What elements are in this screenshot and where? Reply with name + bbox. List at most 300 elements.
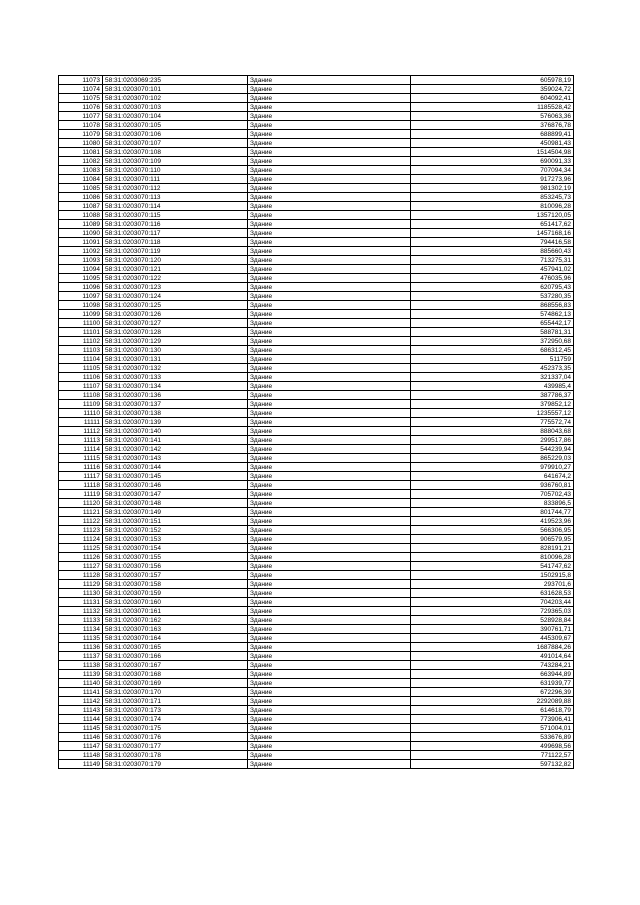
object-type-cell: Здание xyxy=(248,256,411,265)
object-type-cell: Здание xyxy=(248,481,411,490)
table-row xyxy=(59,751,574,760)
table-row xyxy=(59,481,574,490)
table-row xyxy=(59,670,574,679)
row-number-cell: 11116 xyxy=(59,463,103,472)
cadastral-number-cell: 58:31:0203070:103 xyxy=(103,103,248,112)
object-type-cell: Здание xyxy=(248,364,411,373)
row-number-cell: 11110 xyxy=(59,409,103,418)
object-type-cell: Здание xyxy=(248,562,411,571)
cadastral-number-cell: 58:31:0203070:113 xyxy=(103,193,248,202)
row-number-cell: 11107 xyxy=(59,382,103,391)
object-type-cell: Здание xyxy=(248,463,411,472)
cadastral-number-cell: 58:31:0203070:157 xyxy=(103,571,248,580)
cadastral-number-cell: 58:31:0203070:121 xyxy=(103,265,248,274)
row-number-cell: 11140 xyxy=(59,679,103,688)
object-type-cell: Здание xyxy=(248,625,411,634)
cadastral-number-cell: 58:31:0203070:175 xyxy=(103,724,248,733)
object-type-cell: Здание xyxy=(248,310,411,319)
cadastral-value-cell: 686312,45 xyxy=(411,346,574,355)
cadastral-value-cell: 663944,89 xyxy=(411,670,574,679)
cadastral-number-cell: 58:31:0203070:130 xyxy=(103,346,248,355)
table-body xyxy=(59,76,574,769)
cadastral-number-cell: 58:31:0203070:129 xyxy=(103,337,248,346)
cadastral-value-cell: 2292089,88 xyxy=(411,697,574,706)
cadastral-value-cell: 641674,2 xyxy=(411,472,574,481)
cadastral-value-cell: 631628,53 xyxy=(411,589,574,598)
row-number-cell: 11087 xyxy=(59,202,103,211)
row-number-cell: 11074 xyxy=(59,85,103,94)
object-type-cell: Здание xyxy=(248,112,411,121)
object-type-cell: Здание xyxy=(248,418,411,427)
table-row xyxy=(59,706,574,715)
table-row xyxy=(59,121,574,130)
table-row xyxy=(59,409,574,418)
table-row xyxy=(59,544,574,553)
object-type-cell: Здание xyxy=(248,301,411,310)
table-row xyxy=(59,517,574,526)
cadastral-number-cell: 58:31:0203070:179 xyxy=(103,760,248,769)
row-number-cell: 11105 xyxy=(59,364,103,373)
row-number-cell: 11100 xyxy=(59,319,103,328)
row-number-cell: 11078 xyxy=(59,121,103,130)
table-row xyxy=(59,499,574,508)
row-number-cell: 11080 xyxy=(59,139,103,148)
cadastral-number-cell: 58:31:0203070:126 xyxy=(103,310,248,319)
table-row xyxy=(59,391,574,400)
row-number-cell: 11145 xyxy=(59,724,103,733)
cadastral-value-cell: 865229,03 xyxy=(411,454,574,463)
object-type-cell: Здание xyxy=(248,229,411,238)
row-number-cell: 11143 xyxy=(59,706,103,715)
cadastral-value-cell: 528928,84 xyxy=(411,616,574,625)
table-row xyxy=(59,211,574,220)
cadastral-number-cell: 58:31:0203070:169 xyxy=(103,679,248,688)
table-row xyxy=(59,625,574,634)
object-type-cell: Здание xyxy=(248,391,411,400)
object-type-cell: Здание xyxy=(248,292,411,301)
cadastral-value-cell: 419523,96 xyxy=(411,517,574,526)
cadastral-number-cell: 58:31:0203070:173 xyxy=(103,706,248,715)
cadastral-number-cell: 58:31:0203070:132 xyxy=(103,364,248,373)
cadastral-value-cell: 604092,41 xyxy=(411,94,574,103)
cadastral-value-cell: 533676,89 xyxy=(411,733,574,742)
cadastral-number-cell: 58:31:0203070:152 xyxy=(103,526,248,535)
cadastral-number-cell: 58:31:0203070:149 xyxy=(103,508,248,517)
object-type-cell: Здание xyxy=(248,139,411,148)
cadastral-value-cell: 810096,28 xyxy=(411,202,574,211)
row-number-cell: 11106 xyxy=(59,373,103,382)
object-type-cell: Здание xyxy=(248,148,411,157)
row-number-cell: 11123 xyxy=(59,526,103,535)
row-number-cell: 11075 xyxy=(59,94,103,103)
row-number-cell: 11114 xyxy=(59,445,103,454)
object-type-cell: Здание xyxy=(248,661,411,670)
table-row xyxy=(59,607,574,616)
cadastral-value-cell: 537280,35 xyxy=(411,292,574,301)
cadastral-value-cell: 445309,67 xyxy=(411,634,574,643)
object-type-cell: Здание xyxy=(248,598,411,607)
row-number-cell: 11073 xyxy=(59,76,103,85)
cadastral-value-cell: 979910,27 xyxy=(411,463,574,472)
object-type-cell: Здание xyxy=(248,265,411,274)
row-number-cell: 11124 xyxy=(59,535,103,544)
row-number-cell: 11084 xyxy=(59,175,103,184)
row-number-cell: 11139 xyxy=(59,670,103,679)
row-number-cell: 11086 xyxy=(59,193,103,202)
table-row xyxy=(59,454,574,463)
cadastral-value-cell: 771122,57 xyxy=(411,751,574,760)
cadastral-value-cell: 376876,78 xyxy=(411,121,574,130)
row-number-cell: 11138 xyxy=(59,661,103,670)
object-type-cell: Здание xyxy=(248,724,411,733)
cadastral-number-cell: 58:31:0203070:136 xyxy=(103,391,248,400)
cadastral-number-cell: 58:31:0203070:178 xyxy=(103,751,248,760)
cadastral-value-cell: 705702,43 xyxy=(411,490,574,499)
object-type-cell: Здание xyxy=(248,688,411,697)
table-row xyxy=(59,490,574,499)
cadastral-number-cell: 58:31:0203070:131 xyxy=(103,355,248,364)
object-type-cell: Здание xyxy=(248,328,411,337)
cadastral-value-cell: 672296,39 xyxy=(411,688,574,697)
cadastral-number-cell: 58:31:0203070:163 xyxy=(103,625,248,634)
cadastral-value-cell: 452373,35 xyxy=(411,364,574,373)
cadastral-number-cell: 58:31:0203070:110 xyxy=(103,166,248,175)
row-number-cell: 11121 xyxy=(59,508,103,517)
object-type-cell: Здание xyxy=(248,571,411,580)
cadastral-value-cell: 1185528,42 xyxy=(411,103,574,112)
cadastral-number-cell: 58:31:0203070:153 xyxy=(103,535,248,544)
cadastral-value-cell: 828191,21 xyxy=(411,544,574,553)
cadastral-value-cell: 810096,28 xyxy=(411,553,574,562)
object-type-cell: Здание xyxy=(248,742,411,751)
cadastral-value-cell: 605978,19 xyxy=(411,76,574,85)
cadastral-value-cell: 690091,33 xyxy=(411,157,574,166)
table-row xyxy=(59,166,574,175)
row-number-cell: 11128 xyxy=(59,571,103,580)
table-row xyxy=(59,562,574,571)
cadastral-number-cell: 58:31:0203070:158 xyxy=(103,580,248,589)
table-row xyxy=(59,661,574,670)
table-row xyxy=(59,364,574,373)
object-type-cell: Здание xyxy=(248,382,411,391)
row-number-cell: 11142 xyxy=(59,697,103,706)
cadastral-number-cell: 58:31:0203070:171 xyxy=(103,697,248,706)
table-row xyxy=(59,724,574,733)
row-number-cell: 11108 xyxy=(59,391,103,400)
object-type-cell: Здание xyxy=(248,238,411,247)
table-row xyxy=(59,238,574,247)
row-number-cell: 11109 xyxy=(59,400,103,409)
row-number-cell: 11136 xyxy=(59,643,103,652)
cadastral-value-cell: 773906,41 xyxy=(411,715,574,724)
table-row xyxy=(59,139,574,148)
table-row xyxy=(59,112,574,121)
cadastral-number-cell: 58:31:0203070:102 xyxy=(103,94,248,103)
cadastral-number-cell: 58:31:0203070:120 xyxy=(103,256,248,265)
row-number-cell: 11102 xyxy=(59,337,103,346)
object-type-cell: Здание xyxy=(248,706,411,715)
cadastral-value-cell: 631939,77 xyxy=(411,679,574,688)
cadastral-number-cell: 58:31:0203070:151 xyxy=(103,517,248,526)
object-type-cell: Здание xyxy=(248,211,411,220)
object-type-cell: Здание xyxy=(248,85,411,94)
table-row xyxy=(59,130,574,139)
object-type-cell: Здание xyxy=(248,247,411,256)
table-row xyxy=(59,220,574,229)
cadastral-number-cell: 58:31:0203070:101 xyxy=(103,85,248,94)
table-row xyxy=(59,229,574,238)
object-type-cell: Здание xyxy=(248,751,411,760)
table-row xyxy=(59,643,574,652)
table-row xyxy=(59,355,574,364)
table-row xyxy=(59,715,574,724)
object-type-cell: Здание xyxy=(248,355,411,364)
object-type-cell: Здание xyxy=(248,337,411,346)
row-number-cell: 11085 xyxy=(59,184,103,193)
cadastral-value-cell: 390761,71 xyxy=(411,625,574,634)
row-number-cell: 11083 xyxy=(59,166,103,175)
cadastral-number-cell: 58:31:0203070:115 xyxy=(103,211,248,220)
cadastral-value-cell: 743284,21 xyxy=(411,661,574,670)
table-row xyxy=(59,535,574,544)
table-row xyxy=(59,472,574,481)
row-number-cell: 11126 xyxy=(59,553,103,562)
table-row xyxy=(59,733,574,742)
table-row xyxy=(59,679,574,688)
object-type-cell: Здание xyxy=(248,202,411,211)
table-row xyxy=(59,337,574,346)
cadastral-number-cell: 58:31:0203070:176 xyxy=(103,733,248,742)
cadastral-number-cell: 58:31:0203070:107 xyxy=(103,139,248,148)
cadastral-number-cell: 58:31:0203070:109 xyxy=(103,157,248,166)
cadastral-value-cell: 499698,56 xyxy=(411,742,574,751)
cadastral-value-cell: 704203,44 xyxy=(411,598,574,607)
cadastral-value-cell: 299517,86 xyxy=(411,436,574,445)
cadastral-value-cell: 688899,41 xyxy=(411,130,574,139)
cadastral-number-cell: 58:31:0203069:235 xyxy=(103,76,248,85)
row-number-cell: 11133 xyxy=(59,616,103,625)
cadastral-value-cell: 597132,82 xyxy=(411,760,574,769)
table-row xyxy=(59,445,574,454)
object-type-cell: Здание xyxy=(248,652,411,661)
object-type-cell: Здание xyxy=(248,166,411,175)
cadastral-number-cell: 58:31:0203070:117 xyxy=(103,229,248,238)
row-number-cell: 11130 xyxy=(59,589,103,598)
cadastral-value-cell: 885660,43 xyxy=(411,247,574,256)
row-number-cell: 11141 xyxy=(59,688,103,697)
cadastral-value-cell: 906579,95 xyxy=(411,535,574,544)
table-row xyxy=(59,400,574,409)
row-number-cell: 11101 xyxy=(59,328,103,337)
cadastral-number-cell: 58:31:0203070:144 xyxy=(103,463,248,472)
table-row xyxy=(59,157,574,166)
cadastral-value-cell: 651417,62 xyxy=(411,220,574,229)
object-type-cell: Здание xyxy=(248,535,411,544)
cadastral-value-cell: 457941,02 xyxy=(411,265,574,274)
cadastral-number-cell: 58:31:0203070:116 xyxy=(103,220,248,229)
object-type-cell: Здание xyxy=(248,346,411,355)
cadastral-value-cell: 588781,31 xyxy=(411,328,574,337)
cadastral-value-cell: 853245,73 xyxy=(411,193,574,202)
object-type-cell: Здание xyxy=(248,319,411,328)
table-row xyxy=(59,346,574,355)
cadastral-value-cell: 1502915,8 xyxy=(411,571,574,580)
table-row xyxy=(59,553,574,562)
table-row xyxy=(59,319,574,328)
row-number-cell: 11079 xyxy=(59,130,103,139)
cadastral-value-cell: 833896,5 xyxy=(411,499,574,508)
object-type-cell: Здание xyxy=(248,373,411,382)
row-number-cell: 11125 xyxy=(59,544,103,553)
cadastral-value-cell: 321337,04 xyxy=(411,373,574,382)
object-type-cell: Здание xyxy=(248,679,411,688)
row-number-cell: 11134 xyxy=(59,625,103,634)
cadastral-value-cell: 379852,12 xyxy=(411,400,574,409)
row-number-cell: 11127 xyxy=(59,562,103,571)
table-row xyxy=(59,103,574,112)
cadastral-number-cell: 58:31:0203070:140 xyxy=(103,427,248,436)
cadastral-number-cell: 58:31:0203070:114 xyxy=(103,202,248,211)
object-type-cell: Здание xyxy=(248,607,411,616)
cadastral-number-cell: 58:31:0203070:143 xyxy=(103,454,248,463)
cadastral-number-cell: 58:31:0203070:127 xyxy=(103,319,248,328)
object-type-cell: Здание xyxy=(248,445,411,454)
cadastral-number-cell: 58:31:0203070:123 xyxy=(103,283,248,292)
table-row xyxy=(59,301,574,310)
object-type-cell: Здание xyxy=(248,184,411,193)
table-row xyxy=(59,760,574,769)
object-type-cell: Здание xyxy=(248,157,411,166)
cadastral-number-cell: 58:31:0203070:164 xyxy=(103,634,248,643)
object-type-cell: Здание xyxy=(248,589,411,598)
row-number-cell: 11097 xyxy=(59,292,103,301)
cadastral-number-cell: 58:31:0203070:174 xyxy=(103,715,248,724)
table-row xyxy=(59,580,574,589)
cadastral-value-cell: 620795,43 xyxy=(411,283,574,292)
cadastral-value-cell: 1687884,26 xyxy=(411,643,574,652)
table-row xyxy=(59,202,574,211)
cadastral-number-cell: 58:31:0203070:119 xyxy=(103,247,248,256)
object-type-cell: Здание xyxy=(248,670,411,679)
cadastral-number-cell: 58:31:0203070:104 xyxy=(103,112,248,121)
cadastral-number-cell: 58:31:0203070:139 xyxy=(103,418,248,427)
table-row xyxy=(59,274,574,283)
cadastral-number-cell: 58:31:0203070:159 xyxy=(103,589,248,598)
table-row xyxy=(59,148,574,157)
table-row xyxy=(59,184,574,193)
cadastral-number-cell: 58:31:0203070:133 xyxy=(103,373,248,382)
cadastral-value-cell: 372950,68 xyxy=(411,337,574,346)
cadastral-number-cell: 58:31:0203070:161 xyxy=(103,607,248,616)
cadastral-value-cell: 707094,34 xyxy=(411,166,574,175)
row-number-cell: 11146 xyxy=(59,733,103,742)
object-type-cell: Здание xyxy=(248,193,411,202)
object-type-cell: Здание xyxy=(248,508,411,517)
object-type-cell: Здание xyxy=(248,517,411,526)
object-type-cell: Здание xyxy=(248,220,411,229)
row-number-cell: 11131 xyxy=(59,598,103,607)
object-type-cell: Здание xyxy=(248,472,411,481)
row-number-cell: 11090 xyxy=(59,229,103,238)
cadastral-value-cell: 655442,17 xyxy=(411,319,574,328)
row-number-cell: 11149 xyxy=(59,760,103,769)
table-row xyxy=(59,742,574,751)
object-type-cell: Здание xyxy=(248,103,411,112)
row-number-cell: 11082 xyxy=(59,157,103,166)
table-row xyxy=(59,616,574,625)
row-number-cell: 11148 xyxy=(59,751,103,760)
cadastral-number-cell: 58:31:0203070:146 xyxy=(103,481,248,490)
cadastral-value-cell: 387786,37 xyxy=(411,391,574,400)
cadastral-value-cell: 293701,6 xyxy=(411,580,574,589)
table-row xyxy=(59,418,574,427)
object-type-cell: Здание xyxy=(248,490,411,499)
table-row xyxy=(59,310,574,319)
table-row xyxy=(59,193,574,202)
table-row xyxy=(59,526,574,535)
row-number-cell: 11093 xyxy=(59,256,103,265)
cadastral-value-cell: 450981,43 xyxy=(411,139,574,148)
cadastral-value-cell: 936760,81 xyxy=(411,481,574,490)
object-type-cell: Здание xyxy=(248,400,411,409)
row-number-cell: 11144 xyxy=(59,715,103,724)
table-row xyxy=(59,292,574,301)
row-number-cell: 11091 xyxy=(59,238,103,247)
object-type-cell: Здание xyxy=(248,697,411,706)
cadastral-number-cell: 58:31:0203070:106 xyxy=(103,130,248,139)
row-number-cell: 11094 xyxy=(59,265,103,274)
cadastral-number-cell: 58:31:0203070:112 xyxy=(103,184,248,193)
row-number-cell: 11135 xyxy=(59,634,103,643)
cadastral-value-cell: 868556,83 xyxy=(411,301,574,310)
table-row xyxy=(59,256,574,265)
row-number-cell: 11095 xyxy=(59,274,103,283)
cadastral-number-cell: 58:31:0203070:108 xyxy=(103,148,248,157)
row-number-cell: 11147 xyxy=(59,742,103,751)
cadastral-number-cell: 58:31:0203070:162 xyxy=(103,616,248,625)
cadastral-number-cell: 58:31:0203070:118 xyxy=(103,238,248,247)
object-type-cell: Здание xyxy=(248,634,411,643)
cadastral-number-cell: 58:31:0203070:128 xyxy=(103,328,248,337)
table-row xyxy=(59,265,574,274)
object-type-cell: Здание xyxy=(248,715,411,724)
cadastral-value-cell: 359024,72 xyxy=(411,85,574,94)
cadastral-number-cell: 58:31:0203070:160 xyxy=(103,598,248,607)
row-number-cell: 11092 xyxy=(59,247,103,256)
cadastral-number-cell: 58:31:0203070:165 xyxy=(103,643,248,652)
object-type-cell: Здание xyxy=(248,616,411,625)
table-row xyxy=(59,697,574,706)
row-number-cell: 11104 xyxy=(59,355,103,364)
row-number-cell: 11122 xyxy=(59,517,103,526)
table-row xyxy=(59,508,574,517)
cadastral-value-cell: 775572,74 xyxy=(411,418,574,427)
cadastral-number-cell: 58:31:0203070:111 xyxy=(103,175,248,184)
cadastral-number-cell: 58:31:0203070:145 xyxy=(103,472,248,481)
object-type-cell: Здание xyxy=(248,76,411,85)
table-row xyxy=(59,688,574,697)
object-type-cell: Здание xyxy=(248,544,411,553)
cadastral-value-cell: 511759 xyxy=(411,355,574,364)
cadastral-number-cell: 58:31:0203070:142 xyxy=(103,445,248,454)
row-number-cell: 11119 xyxy=(59,490,103,499)
cadastral-value-cell: 541747,62 xyxy=(411,562,574,571)
row-number-cell: 11132 xyxy=(59,607,103,616)
cadastral-value-cell: 574862,13 xyxy=(411,310,574,319)
row-number-cell: 11111 xyxy=(59,418,103,427)
object-type-cell: Здание xyxy=(248,121,411,130)
table-row xyxy=(59,436,574,445)
